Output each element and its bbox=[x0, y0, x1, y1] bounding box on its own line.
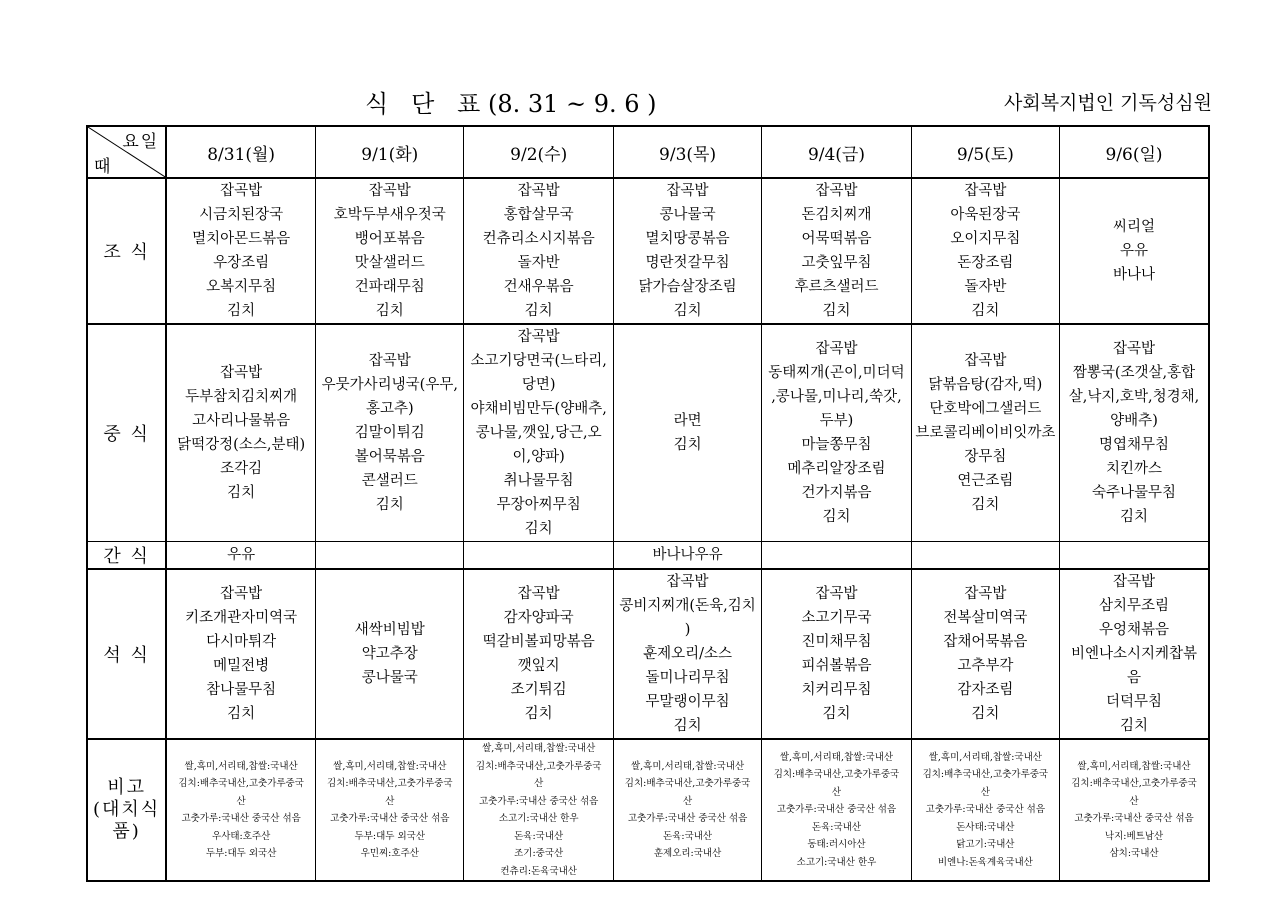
corner-cell bbox=[87, 126, 166, 178]
menu-cell bbox=[613, 324, 761, 542]
menu-cell bbox=[464, 324, 613, 542]
menu-item: 잡곡밥 bbox=[368, 353, 411, 369]
menu-item: 호박두부새우젓국 bbox=[333, 207, 446, 223]
origin-note-line: 김치:배추국내산,고춧가루중국 bbox=[624, 778, 751, 789]
menu-item: 음 bbox=[1127, 670, 1142, 686]
menu-item: 라면 bbox=[673, 413, 702, 429]
menu-item: 닭볶음탕(감자,떡) bbox=[928, 377, 1043, 393]
menu-item: 씨리얼 bbox=[1113, 219, 1156, 235]
menu-item: 콘샐러드 bbox=[361, 473, 418, 489]
menu-item: 바나나 bbox=[1113, 267, 1156, 283]
menu-cell bbox=[316, 569, 464, 739]
origin-note-line: 쌀,흑미,서리태,찹쌀:국내산 bbox=[482, 743, 596, 754]
menu-item: 잡곡밥 bbox=[666, 574, 709, 590]
menu-item: 잡곡밥 bbox=[517, 183, 560, 199]
menu-item: 잡곡밥 bbox=[815, 183, 858, 199]
origin-note-line: 산 bbox=[1129, 795, 1139, 807]
menu-cell bbox=[1060, 324, 1209, 542]
menu-cell bbox=[613, 178, 761, 324]
origin-note-line: 김치:배추국내산,고춧가루중국 bbox=[773, 769, 900, 781]
menu-item: 마늘쫑무침 bbox=[801, 437, 872, 453]
menu-item: 아욱된장국 bbox=[950, 207, 1021, 223]
day-header: 9/6(일) bbox=[1060, 126, 1209, 178]
menu-item: 새싹비빔밥 bbox=[354, 622, 425, 638]
menu-item: 잡채어묵볶음 bbox=[943, 634, 1028, 650]
menu-item: 김치 bbox=[673, 303, 702, 319]
origin-note-line: 산 bbox=[980, 786, 990, 798]
menu-item: 잡곡밥 bbox=[220, 183, 263, 199]
menu-item: 시금치된장국 bbox=[199, 207, 284, 223]
menu-item: 건가지볶음 bbox=[801, 485, 872, 501]
day-header: 9/1(화) bbox=[316, 126, 464, 178]
origin-note-line: 산 bbox=[534, 778, 544, 789]
menu-item: 돌자반 bbox=[964, 279, 1007, 295]
menu-cell bbox=[316, 324, 464, 542]
menu-item: 감자양파국 bbox=[503, 610, 574, 626]
menu-cell bbox=[464, 178, 613, 324]
day-header: 9/5(토) bbox=[911, 126, 1059, 178]
menu-item: 김치 bbox=[227, 706, 256, 722]
menu-cell bbox=[613, 569, 761, 739]
menu-item: 비엔나소시지케찹볶 bbox=[1070, 646, 1198, 662]
menu-cell bbox=[166, 324, 315, 542]
menu-item: 짬뽕국(조갯살,홍합 bbox=[1072, 365, 1196, 381]
menu-item: 소고기무국 bbox=[801, 610, 872, 626]
menu-cell bbox=[1060, 569, 1209, 739]
page-title: 식 단 표 (8. 31 ~ 9. 6 ) bbox=[365, 90, 657, 118]
menu-item: 김치 bbox=[375, 303, 404, 319]
menu-item: 브로콜리베이비잇까초 bbox=[915, 425, 1056, 441]
menu-item: 김치 bbox=[227, 303, 256, 319]
menu-item: 김치 bbox=[375, 497, 404, 513]
menu-item: 명엽채무침 bbox=[1099, 437, 1170, 453]
menu-item: 잡곡밥 bbox=[964, 353, 1007, 369]
origin-note-line: 산 bbox=[236, 795, 246, 807]
origin-note-line: 산 bbox=[682, 795, 693, 807]
menu-item: 연근조림 bbox=[957, 473, 1014, 489]
origin-note-line: 소고기:국내산 한우 bbox=[498, 813, 579, 824]
origin-note-cell bbox=[1060, 739, 1209, 881]
origin-note-line: 쌀,흑미,서리태,찹쌀:국내산 bbox=[630, 760, 745, 772]
origin-note-line: 삼치:국내산 bbox=[1109, 848, 1159, 859]
meal-label: 조 식 bbox=[87, 178, 166, 324]
origin-note-line: 소고기:국내산 한우 bbox=[796, 856, 877, 868]
menu-item: 조기튀김 bbox=[510, 682, 567, 698]
menu-cell bbox=[911, 542, 1059, 570]
origin-note-line: 고춧가루:국내산 중국산 섞음 bbox=[627, 813, 748, 824]
menu-item: 콩나물국 bbox=[659, 207, 716, 223]
menu-cell bbox=[911, 569, 1059, 739]
origin-note-line: 산 bbox=[385, 795, 395, 807]
menu-item: 잡곡밥 bbox=[815, 586, 858, 602]
menu-cell bbox=[166, 178, 315, 324]
menu-item: 잡곡밥 bbox=[517, 586, 560, 602]
origin-note-line: 우민찌:호주산 bbox=[360, 848, 419, 859]
menu-item: 홍고추) bbox=[365, 401, 414, 417]
menu-item: 피쉬볼볶음 bbox=[801, 658, 872, 674]
menu-item: 맛살샐러드 bbox=[354, 255, 425, 271]
meal-label-line: 비고 bbox=[107, 777, 146, 798]
origin-note-line: 쌀,흑미,서리태,찹쌀:국내산 bbox=[333, 760, 447, 772]
menu-item: 명란젓갈무침 bbox=[645, 255, 730, 271]
origin-note-cell bbox=[316, 739, 464, 881]
menu-item: 컨츄리소시지볶음 bbox=[482, 231, 595, 247]
menu-item: 뱅어포볶음 bbox=[354, 231, 425, 247]
menu-item: 김치 bbox=[971, 706, 1000, 722]
origin-note-line: 쌀,흑미,서리태,찹쌀:국내산 bbox=[184, 760, 298, 772]
origin-note-line: 고춧가루:국내산 중국산 섞음 bbox=[1074, 813, 1194, 824]
origin-note-line: 고춧가루:국내산 중국산 섞음 bbox=[181, 813, 301, 824]
menu-item: 김치 bbox=[524, 706, 553, 722]
origin-note-line: 동태:러시아산 bbox=[807, 839, 866, 851]
menu-cell bbox=[762, 178, 911, 324]
menu-cell bbox=[911, 324, 1059, 542]
origin-note-cell bbox=[762, 739, 911, 881]
breakfast-row bbox=[87, 178, 1209, 324]
menu-item: 어묵떡볶음 bbox=[801, 231, 872, 247]
origin-note-cell bbox=[464, 739, 613, 881]
notes-row bbox=[87, 739, 1209, 881]
origin-note-line: 돈육:국내산 bbox=[663, 830, 713, 842]
origin-note-line: 두부:대두 외국산 bbox=[205, 848, 277, 859]
menu-item: 숙주나물무침 bbox=[1092, 485, 1177, 501]
meal-label bbox=[87, 739, 166, 881]
menu-item: 잡곡밥 bbox=[666, 183, 709, 199]
day-header: 9/2(수) bbox=[464, 126, 613, 178]
menu-item: 우유 bbox=[227, 547, 256, 563]
meal-label-line: (대치식품) bbox=[93, 799, 161, 842]
menu-item: 닭떡강정(소스,분태) bbox=[177, 437, 306, 453]
origin-note-line: 고춧가루:국내산 중국산 섞음 bbox=[925, 804, 1046, 816]
menu-item: 야채비빔만두(양배추, bbox=[470, 401, 607, 417]
origin-note-line: 훈제오리:국내산 bbox=[653, 848, 722, 859]
menu-item: 김치 bbox=[1120, 718, 1149, 734]
menu-item: 약고추장 bbox=[361, 646, 418, 662]
menu-cell bbox=[166, 569, 315, 739]
origin-note-line: 두부:대두 외국산 bbox=[354, 830, 426, 842]
menu-item: 김치 bbox=[524, 303, 553, 319]
menu-item: 돈장조림 bbox=[957, 255, 1014, 271]
menu-item: 멸치아몬드볶음 bbox=[192, 231, 291, 247]
day-header-row bbox=[87, 126, 1209, 178]
origin-note-line: 조기:중국산 bbox=[514, 848, 564, 859]
menu-item: 김치 bbox=[822, 303, 851, 319]
meal-label: 간 식 bbox=[87, 542, 166, 570]
corner-day-label: 요일 bbox=[122, 132, 160, 152]
menu-item: 잡곡밥 bbox=[1113, 574, 1156, 590]
menu-item: 훈제오리/소스 bbox=[643, 646, 733, 662]
menu-cell bbox=[1060, 178, 1209, 324]
menu-item: 우뭇가사리냉국(우무, bbox=[321, 377, 458, 393]
menu-item: 후르츠샐러드 bbox=[794, 279, 879, 295]
menu-item: 건파래무침 bbox=[354, 279, 425, 295]
menu-item: 메추리알장조림 bbox=[787, 461, 886, 477]
meal-label: 중 식 bbox=[87, 324, 166, 542]
menu-item: 양배추) bbox=[1110, 413, 1158, 429]
origin-note-line: 낙지:베트남산 bbox=[1104, 830, 1164, 842]
menu-item: 떡갈비볼피망볶음 bbox=[482, 634, 595, 650]
menu-item: 오복지무침 bbox=[206, 279, 277, 295]
origin-note-cell bbox=[911, 739, 1059, 881]
menu-item: 취나물무침 bbox=[503, 473, 574, 489]
menu-item: 이,양파) bbox=[512, 449, 565, 465]
meal-label: 석 식 bbox=[87, 569, 166, 739]
snack-row bbox=[87, 542, 1209, 570]
menu-item: 콩비지찌개(돈육,김치 bbox=[619, 598, 756, 614]
menu-item: 잡곡밥 bbox=[220, 365, 263, 381]
menu-cell bbox=[464, 542, 613, 570]
menu-cell bbox=[911, 178, 1059, 324]
origin-note-line: 돈사태:국내산 bbox=[956, 821, 1015, 833]
menu-cell bbox=[613, 542, 761, 570]
origin-note-cell bbox=[613, 739, 761, 881]
origin-note-line: 고춧가루:국내산 중국산 섞음 bbox=[478, 795, 599, 807]
menu-item: 우장조림 bbox=[213, 255, 270, 271]
origin-note-cell bbox=[166, 739, 315, 881]
menu-item: 잡곡밥 bbox=[964, 183, 1007, 199]
origin-note-line: 쌀,흑미,서리태,찹쌀:국내산 bbox=[928, 751, 1042, 763]
menu-item: 우엉채볶음 bbox=[1099, 622, 1170, 638]
menu-item: ) bbox=[684, 622, 691, 638]
origin-note-line: 우사태:호주산 bbox=[212, 830, 271, 842]
menu-item: 잡곡밥 bbox=[368, 183, 411, 199]
menu-item: 당면) bbox=[521, 377, 556, 393]
menu-item: 건새우볶음 bbox=[503, 279, 574, 295]
menu-item: 볼어묵볶음 bbox=[354, 449, 425, 465]
menu-item: 김치 bbox=[971, 497, 1000, 513]
menu-item: 두부참치김치찌개 bbox=[185, 389, 298, 405]
menu-item: 키조개관자미역국 bbox=[185, 610, 298, 626]
origin-note-line: 김치:배추국내산,고춧가루중국 bbox=[178, 778, 304, 789]
menu-cell bbox=[1060, 542, 1209, 570]
lunch-row bbox=[87, 324, 1209, 542]
menu-item: 바나나우유 bbox=[652, 547, 723, 563]
menu-item: 돈김치찌개 bbox=[801, 207, 872, 223]
menu-item: 잡곡밥 bbox=[220, 586, 263, 602]
menu-cell bbox=[316, 178, 464, 324]
menu-item: 무말랭이무침 bbox=[645, 694, 730, 710]
menu-cell bbox=[762, 569, 911, 739]
menu-item: 두부) bbox=[819, 413, 854, 429]
menu-cell bbox=[762, 542, 911, 570]
origin-note-line: 돈육:국내산 bbox=[811, 821, 861, 833]
origin-note-line: 쌀,흑미,서리태,찹쌀:국내산 bbox=[779, 751, 894, 763]
menu-item: 삼치무조림 bbox=[1099, 598, 1170, 614]
origin-note-line: 김치:배추국내산,고춧가루중국 bbox=[922, 769, 1049, 781]
menu-item: 돌자반 bbox=[517, 255, 560, 271]
meal-plan-table bbox=[86, 125, 1210, 882]
organization-name: 사회복지법인 기독성심원 bbox=[1004, 92, 1212, 114]
menu-item: 우유 bbox=[1120, 243, 1149, 259]
menu-item: 잡곡밥 bbox=[1113, 341, 1156, 357]
origin-note-line: 비엔나:돈육계육국내산 bbox=[937, 856, 1033, 868]
menu-item: 김치 bbox=[971, 303, 1000, 319]
menu-item: 김치 bbox=[1120, 509, 1149, 525]
menu-item: 멸치땅콩볶음 bbox=[645, 231, 730, 247]
menu-item: 메밀전병 bbox=[213, 658, 270, 674]
origin-note-line: 김치:배추국내산,고춧가루중국 bbox=[475, 760, 602, 772]
menu-item: 다시마튀각 bbox=[206, 634, 277, 650]
menu-item: 전복살미역국 bbox=[943, 610, 1028, 626]
origin-note-line: 고춧가루:국내산 중국산 섞음 bbox=[776, 804, 897, 816]
menu-item: 장무침 bbox=[964, 449, 1007, 465]
menu-item: 더덕무침 bbox=[1106, 694, 1163, 710]
dinner-row bbox=[87, 569, 1209, 739]
day-header: 8/31(월) bbox=[166, 126, 315, 178]
corner-meal-label: 때 bbox=[94, 157, 113, 177]
menu-item: 치커리무침 bbox=[801, 682, 872, 698]
menu-item: 김치 bbox=[673, 437, 702, 453]
menu-item: 콩나물국 bbox=[361, 670, 418, 686]
menu-item: 잡곡밥 bbox=[964, 586, 1007, 602]
menu-item: 김치 bbox=[822, 706, 851, 722]
menu-item: 조각김 bbox=[220, 461, 263, 477]
menu-item: 닭가슴살장조림 bbox=[638, 279, 737, 295]
menu-item: 김치 bbox=[822, 509, 851, 525]
menu-item: 김말이튀김 bbox=[354, 425, 425, 441]
menu-item: 치킨까스 bbox=[1106, 461, 1163, 477]
menu-item: 잡곡밥 bbox=[815, 341, 858, 357]
menu-item: 참나물무침 bbox=[206, 682, 277, 698]
day-header: 9/4(금) bbox=[762, 126, 911, 178]
menu-cell bbox=[166, 542, 315, 570]
origin-note-line: 컨츄리:돈육국내산 bbox=[500, 865, 577, 877]
menu-item: 살,낙지,호박,청경채, bbox=[1068, 389, 1200, 405]
menu-item: 홍합살무국 bbox=[503, 207, 574, 223]
menu-item: 돌미나리무침 bbox=[645, 670, 730, 686]
menu-item: 소고기당면국(느타리, bbox=[470, 353, 607, 369]
menu-item: ,콩나물,미나리,쑥갓, bbox=[771, 389, 902, 405]
menu-item: 무장아찌무침 bbox=[496, 497, 581, 513]
menu-item: 고추부각 bbox=[957, 658, 1014, 674]
origin-note-line: 산 bbox=[831, 786, 842, 798]
origin-note-line: 고춧가루:국내산 중국산 섞음 bbox=[330, 813, 450, 824]
origin-note-line: 닭고기:국내산 bbox=[956, 839, 1015, 851]
menu-item: 오이지무침 bbox=[950, 231, 1021, 247]
day-header: 9/3(목) bbox=[613, 126, 761, 178]
origin-note-line: 쌀,흑미,서리태,찹쌀:국내산 bbox=[1077, 760, 1191, 772]
menu-item: 감자조림 bbox=[957, 682, 1014, 698]
menu-item: 콩나물,깻잎,당근,오 bbox=[475, 425, 602, 441]
menu-cell bbox=[762, 324, 911, 542]
menu-cell bbox=[464, 569, 613, 739]
menu-item: 김치 bbox=[227, 485, 256, 501]
origin-note-line: 돈육:국내산 bbox=[514, 830, 564, 842]
menu-cell bbox=[316, 542, 464, 570]
menu-item: 진미채무침 bbox=[801, 634, 872, 650]
menu-item: 단호박에그샐러드 bbox=[929, 401, 1042, 417]
origin-note-line: 김치:배추국내산,고춧가루중국 bbox=[1071, 778, 1197, 789]
menu-item: 김치 bbox=[673, 718, 702, 734]
menu-item: 동태찌개(곤이,미더덕 bbox=[768, 365, 905, 381]
origin-note-line: 김치:배추국내산,고춧가루중국 bbox=[327, 778, 453, 789]
menu-item: 고춧잎무침 bbox=[801, 255, 872, 271]
menu-item: 김치 bbox=[524, 521, 553, 537]
menu-item: 깻잎지 bbox=[517, 658, 560, 674]
menu-item: 잡곡밥 bbox=[517, 329, 560, 345]
menu-item: 고사리나물볶음 bbox=[192, 413, 291, 429]
